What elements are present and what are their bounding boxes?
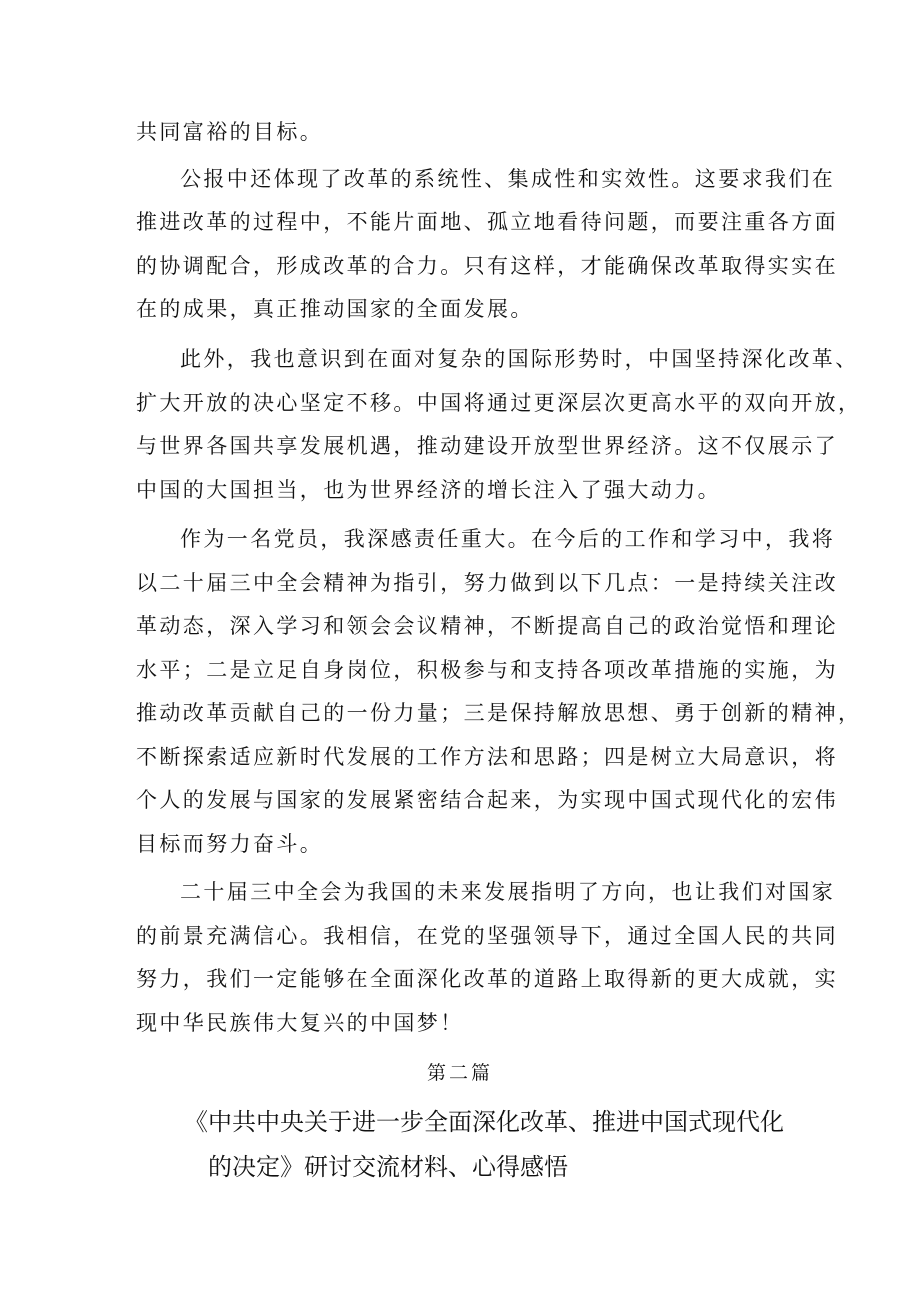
paragraph-line: 不断探索适应新时代发展的工作方法和思路；四是树立大局意识，将: [136, 745, 838, 769]
paragraph-line: 的前景充满信心。我相信，在党的坚强领导下，通过全国人民的共同: [136, 924, 838, 948]
paragraph-line: 水平；二是立足自身岗位，积极参与和支持各项改革措施的实施，为: [136, 658, 838, 682]
paragraph-line: 作为一名党员，我深感责任重大。在今后的工作和学习中，我将: [180, 527, 836, 551]
paragraph-line: 共同富裕的目标。: [136, 120, 324, 144]
paragraph-line: 推动改革贡献自己的一份力量；三是保持解放思想、勇于创新的精神，: [136, 701, 862, 725]
paragraph-line: 与世界各国共享发展机遇，推动建设开放型世界经济。这不仅展示了: [136, 434, 838, 458]
paragraph-line: 以二十届三中全会精神为指引，努力做到以下几点：一是持续关注改: [136, 571, 838, 595]
document-title-line-1: 《中共中央关于进一步全面深化改革、推进中国式现代化: [184, 1108, 784, 1136]
paragraph-line: 目标而努力奋斗。: [136, 832, 324, 856]
paragraph-line: 此外，我也意识到在面对复杂的国际形势时，中国坚持深化改革、: [180, 347, 859, 371]
paragraph-line: 努力，我们一定能够在全面深化改革的道路上取得新的更大成就，实: [136, 967, 838, 991]
paragraph-line: 在的成果，真正推动国家的全面发展。: [136, 297, 534, 321]
paragraph-line: 推进改革的过程中，不能片面地、孤立地看待问题，而要注重各方面: [136, 210, 838, 234]
paragraph-line: 现中华民族伟大复兴的中国梦！: [136, 1011, 464, 1035]
paragraph-line: 公报中还体现了改革的系统性、集成性和实效性。这要求我们在: [180, 167, 836, 191]
paragraph-line: 的协调配合，形成改革的合力。只有这样，才能确保改革取得实实在: [136, 254, 838, 278]
paragraph-line: 扩大开放的决心坚定不移。中国将通过更深层次更高水平的双向开放，: [136, 391, 862, 415]
paragraph-line: 个人的发展与国家的发展紧密结合起来，为实现中国式现代化的宏伟: [136, 788, 838, 812]
document-title-line-2: 的决定》研讨交流材料、心得感悟: [208, 1153, 568, 1181]
section-label: 第二篇: [426, 1062, 493, 1084]
paragraph-line: 二十届三中全会为我国的未来发展指明了方向，也让我们对国家: [180, 880, 836, 904]
paragraph-line: 中国的大国担当，也为世界经济的增长注入了强大动力。: [136, 478, 721, 502]
paragraph-line: 革动态，深入学习和领会会议精神，不断提高自己的政治觉悟和理论: [136, 614, 838, 638]
